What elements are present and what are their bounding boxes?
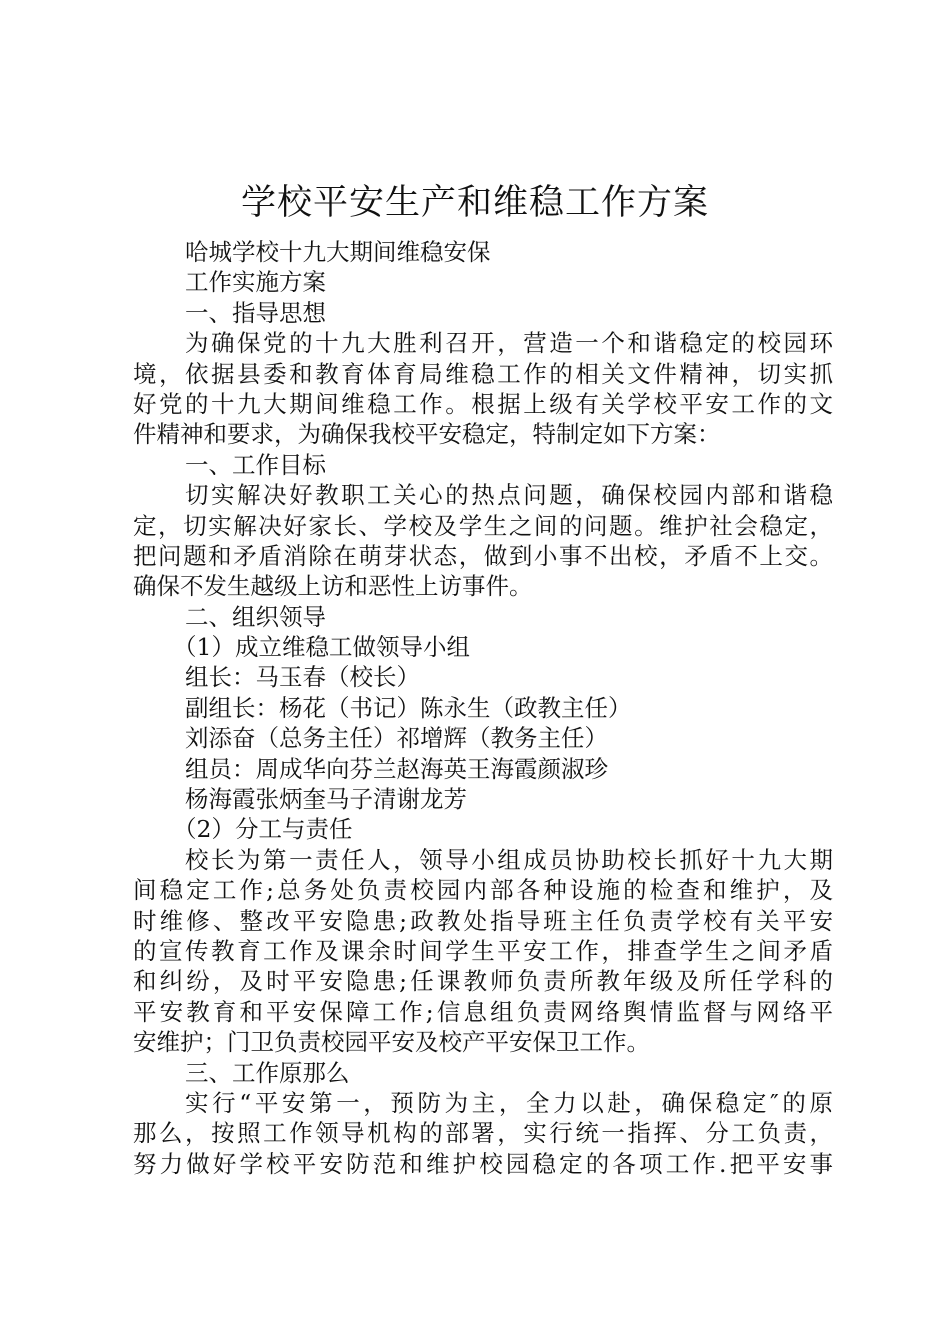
text-line: 件精神和要求，为确保我校平安稳定，特制定如下方案： <box>133 420 721 449</box>
text-line: 杨海霞张炳奎马子清谢龙芳 <box>185 785 467 814</box>
text-line: 工作实施方案 <box>185 268 326 297</box>
text-line: 刘添奋（总务主任）祁增辉（教务主任） <box>185 724 608 753</box>
text-line: 校长为第一责任人，领导小组成员协助校长抓好十九大期 <box>185 845 833 874</box>
text-line: 切实解决好教职工关心的热点问题，确保校园内部和谐稳 <box>185 481 833 510</box>
text-line: 一、工作目标 <box>185 450 326 479</box>
document-title: 学校平安生产和维稳工作方案 <box>240 183 709 223</box>
text-line: 一、指导思想 <box>185 298 326 327</box>
text-line: 把问题和矛盾消除在萌芽状态，做到小事不出校，矛盾不上交。 <box>133 541 833 570</box>
text-line: 组长：马玉春（校长） <box>185 663 420 692</box>
text-line: 的宣传教育工作及课余时间学生平安工作，排查学生之间矛盾 <box>133 936 833 965</box>
text-line: 时维修、整改平安隐患;政教处指导班主任负责学校有关平安 <box>133 906 833 935</box>
text-line: 间稳定工作;总务处负责校园内部各种设施的检查和维护，及 <box>133 876 833 905</box>
text-line: 三、工作原那么 <box>185 1058 350 1087</box>
text-line: 为确保党的十九大胜利召开，营造一个和谐稳定的校园环 <box>185 329 833 358</box>
text-line: 定，切实解决好家长、学校及学生之间的问题。维护社会稳定， <box>133 511 833 540</box>
text-line: 安维护；门卫负责校园平安及校产平安保卫工作。 <box>133 1028 650 1057</box>
text-line: 境，依据县委和教育体育局维稳工作的相关文件精神，切实抓 <box>133 359 833 388</box>
text-line: 好党的十九大期间维稳工作。根据上级有关学校平安工作的文 <box>133 389 833 418</box>
text-line: 平安教育和平安保障工作;信息组负责网络舆情监督与网络平 <box>133 997 833 1026</box>
text-line: 实行“平安第一，预防为主，全力以赴，确保稳定″的原 <box>185 1088 833 1117</box>
text-line: 哈城学校十九大期间维稳安保 <box>185 238 491 266</box>
text-line: （2）分工与责任 <box>173 815 353 844</box>
text-line: 二、组织领导 <box>185 602 326 631</box>
text-line: 副组长：杨花（书记）陈永生（政教主任） <box>185 693 632 722</box>
text-line: 组员：周成华向芬兰赵海英王海霞颜淑珍 <box>185 754 608 783</box>
text-line: 确保不发生越级上访和恶性上访事件。 <box>133 572 533 601</box>
text-line: 那么，按照工作领导机构的部署，实行统一指挥、分工负责， <box>133 1119 833 1148</box>
text-line: （1）成立维稳工做领导小组 <box>173 633 470 662</box>
text-line: 和纠纷，及时平安隐患;任课教师负责所教年级及所任学科的 <box>133 967 833 996</box>
text-line: 努力做好学校平安防范和维护校园稳定的各项工作.把平安事 <box>133 1149 833 1178</box>
document-body <box>133 237 833 1179</box>
